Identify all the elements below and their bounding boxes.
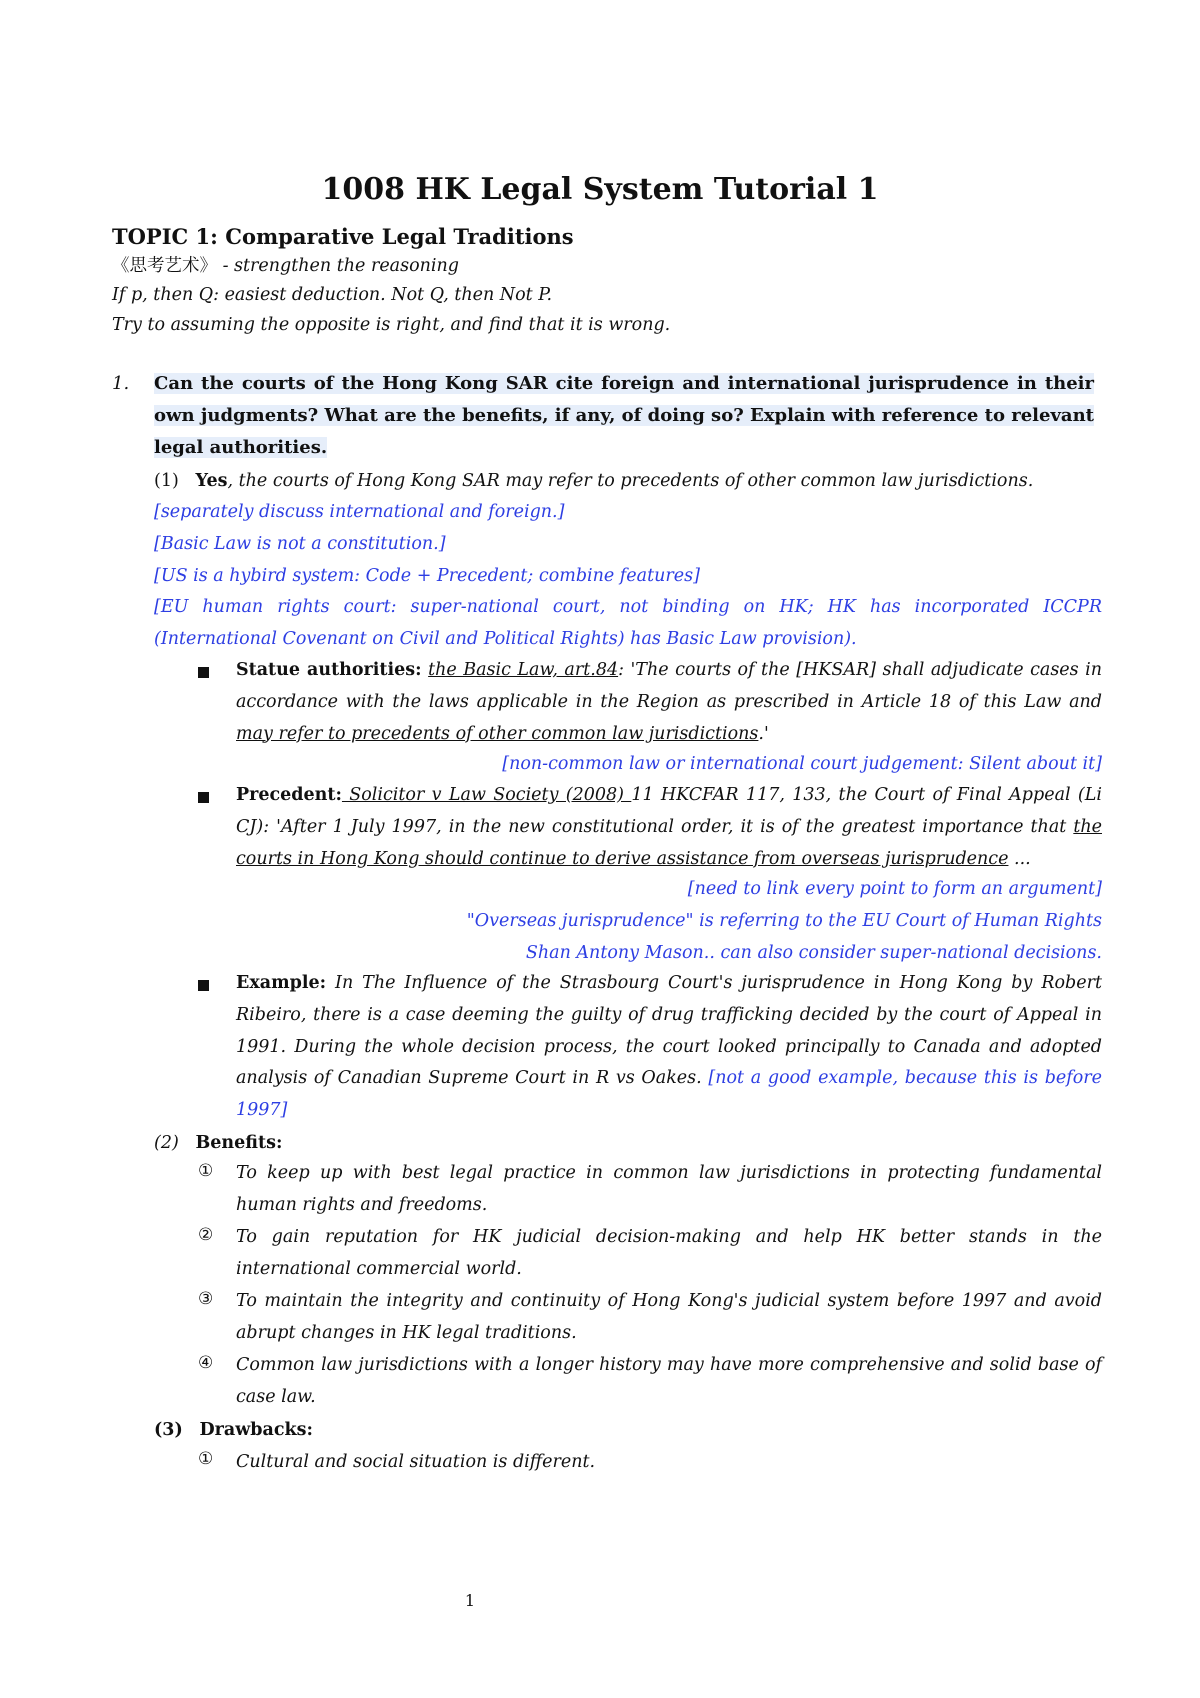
example-label: Example:: [236, 973, 327, 993]
part1-yes-text: , the courts of Hong Kong SAR may refer to precedents of other common law jurisdictions.: [227, 471, 1034, 491]
intro-line-2: If p, then Q: easiest deduction. Not Q, then Not P.: [112, 285, 553, 305]
statute-quote-end: .': [758, 723, 769, 744]
bullet-square-icon: [198, 980, 209, 991]
part3-line: [154, 1414, 313, 1446]
annotation-non-common-law: [non-common law or international court judgement: Silent about it]: [502, 754, 1102, 774]
benefit-2-marker: ②: [198, 1225, 214, 1245]
example-paragraph: [236, 968, 1102, 1127]
question-text: Can the courts of the Hong Kong SAR cite foreign and international jurisprudence in their own judgments? What are the benefits, if any, of doing so? Explain with reference to relevant legal authorities.: [154, 373, 1094, 458]
example-text: In The Influence of the Strasbourg Court's jurisprudence in Hong Kong by Robert Ribeiro, there is a case deeming the guilty of drug trafficking decided by the court of Appeal in 1991. During the whole decision process, the court looked principally to Canada and adopted analysis of Canadian Supreme Court in R vs Oakes.: [236, 973, 1102, 1089]
question-number: 1.: [112, 373, 130, 394]
benefit-3: To maintain the integrity and continuity of Hong Kong's judicial system before 1997 and avoid abrupt changes in HK legal traditions.: [236, 1291, 1102, 1343]
part2-heading: Benefits:: [195, 1133, 283, 1153]
part1-yes: Yes: [195, 471, 228, 491]
benefit-1: To keep up with best legal practice in common law jurisdictions in protecting fundamental human rights and freedoms.: [236, 1163, 1102, 1215]
statute-quote: 'The courts of the [HKSAR] shall adjudicate cases in accordance with the laws applicable in the Region as prescribed in Article 18 of this Law and: [236, 660, 1102, 712]
annotation-overseas: "Overseas jurisprudence" is referring to the EU Court of Human Rights: [466, 911, 1102, 931]
document-title: 1008 HK Legal System Tutorial 1: [321, 172, 879, 207]
part2-line: [154, 1127, 282, 1159]
benefit-2: To gain reputation for HK judicial decision-making and help HK better stands in the international commercial world.: [236, 1227, 1102, 1279]
benefit-1-marker: ①: [198, 1161, 214, 1181]
intro-line-3: Try to assuming the opposite is right, and find that it is wrong.: [112, 315, 671, 335]
precedent-underlined: the courts in Hong Kong should continue to derive assistance from overseas jurisprudence: [236, 816, 1102, 869]
bullet-square-icon: [198, 667, 209, 678]
benefit-4: Common law jurisdictions with a longer history may have more comprehensive and solid base of case law.: [236, 1355, 1102, 1407]
intro-line-1: [112, 250, 459, 282]
part1-line: [154, 465, 1033, 497]
part2-label: (2): [154, 1133, 179, 1153]
precedent-ellipsis: ...: [1008, 848, 1031, 869]
statute-quote-underlined: may refer to precedents of other common law jurisdictions: [236, 723, 759, 744]
annotation-eu-court: [EU human rights court: super-national court, not binding on HK; HK has incorporated ICCPR (International Covenant on Civil and Political Rights) has Basic Law provision).: [154, 597, 1102, 649]
annotation-example: [not a good example, because this is before 1997]: [236, 1068, 1102, 1121]
statute-label: Statue authorities:: [236, 660, 422, 680]
topic-heading: TOPIC 1: Comparative Legal Traditions: [112, 224, 574, 249]
statute-paragraph: [236, 655, 1102, 750]
part1-label: (1): [154, 471, 179, 491]
part3-label: (3): [154, 1420, 183, 1440]
intro-chinese-title: 《思考艺术》: [112, 256, 217, 276]
precedent-cite: 11 HKCFAR 117, 133, the Court of Final Appeal (Li CJ): 'After 1 July 1997, in the new constitutional order, it is of the greatest importance that: [236, 785, 1102, 837]
question-text-block: [154, 368, 1094, 464]
precedent-case: Solicitor v Law Society (2008): [341, 785, 632, 805]
bullet-square-icon: [198, 792, 209, 803]
drawback-1: Cultural and social situation is different.: [236, 1452, 596, 1472]
annotation-mason: Shan Antony Mason.. can also consider super-national decisions.: [525, 943, 1102, 963]
drawback-1-marker: ①: [198, 1449, 214, 1469]
annotation-us-hybrid: [US is a hybird system: Code + Precedent; combine features]: [154, 566, 700, 586]
precedent-label: Precedent:: [236, 785, 342, 805]
part3-heading: Drawbacks:: [199, 1420, 313, 1440]
page-number: 1: [464, 1591, 476, 1610]
benefit-3-marker: ③: [198, 1289, 214, 1309]
statute-colon: :: [618, 660, 624, 680]
statute-ref: the Basic Law, art.84: [428, 660, 619, 680]
annotation-separately: [separately discuss international and foreign.]: [154, 502, 565, 522]
annotation-basic-law: [Basic Law is not a constitution.]: [154, 534, 446, 554]
benefit-4-marker: ④: [198, 1353, 214, 1373]
intro-line-1-text: - strengthen the reasoning: [217, 256, 459, 276]
annotation-link-points: [need to link every point to form an argument]: [687, 879, 1102, 899]
precedent-paragraph: [236, 780, 1102, 875]
